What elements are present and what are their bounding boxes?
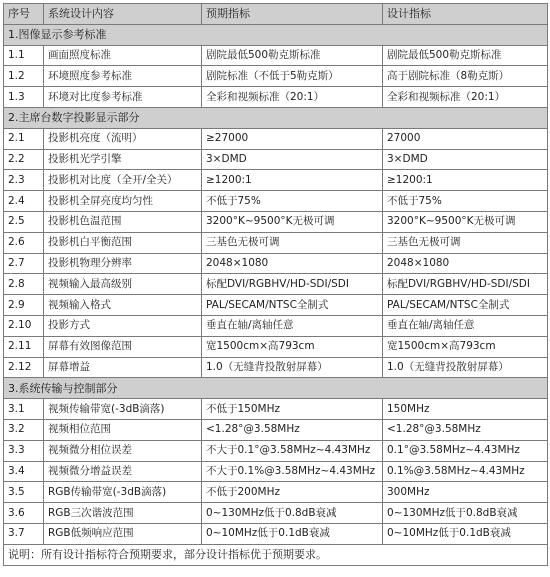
- cell-expected: 三基色无极可调: [202, 232, 383, 253]
- table-row: [4, 149, 548, 170]
- cell-content: 投影机全屏亮度均匀性: [44, 191, 202, 212]
- cell-design: 0~10MHz低于0.1dB衰减: [383, 523, 548, 544]
- table-row: [4, 253, 548, 274]
- section-row: [4, 378, 548, 399]
- table-row: [4, 399, 548, 420]
- cell-expected: 3×DMD: [202, 149, 383, 170]
- cell-no: 2.5: [4, 211, 44, 232]
- cell-expected: ≥1200:1: [202, 170, 383, 191]
- cell-no: 2.2: [4, 149, 44, 170]
- table-row: [4, 357, 548, 378]
- cell-content: 屏幕有效图像范围: [44, 336, 202, 357]
- cell-content: RGB三次谐波范围: [44, 503, 202, 524]
- cell-design: 宽1500cm×高793cm: [383, 336, 548, 357]
- section-title: 3.系统传输与控制部分: [4, 378, 548, 399]
- cell-content: 投影机物理分辨率: [44, 253, 202, 274]
- cell-no: 1.2: [4, 66, 44, 87]
- cell-content: 视频输入格式: [44, 295, 202, 316]
- note-text: 说明：所有设计指标符合预期要求，部分设计指标优于预期要求。: [4, 544, 548, 565]
- cell-design: 1.0（无缝背投散射屏幕）: [383, 357, 548, 378]
- cell-expected: ≥27000: [202, 128, 383, 149]
- cell-expected: 1.0（无缝背投散射屏幕）: [202, 357, 383, 378]
- note-row: [4, 544, 548, 565]
- table-row: [4, 128, 548, 149]
- cell-design: 27000: [383, 128, 548, 149]
- cell-design: 垂直在轴/离轴任意: [383, 315, 548, 336]
- cell-design: 300MHz: [383, 482, 548, 503]
- header-row: [4, 4, 548, 25]
- cell-no: 3.5: [4, 482, 44, 503]
- cell-expected: 宽1500cm×高793cm: [202, 336, 383, 357]
- cell-expected: 2048×1080: [202, 253, 383, 274]
- table-row: [4, 419, 548, 440]
- cell-expected: 不大于0.1%@3.58MHz~4.43MHz: [202, 461, 383, 482]
- cell-design: 标配DVI/RGBHV/HD-SDI/SDI: [383, 274, 548, 295]
- cell-no: 2.10: [4, 315, 44, 336]
- cell-expected: 0~130MHz低于0.8dB衰减: [202, 503, 383, 524]
- header-content: 系统设计内容: [44, 4, 202, 25]
- cell-no: 2.11: [4, 336, 44, 357]
- cell-expected: PAL/SECAM/NTSC全制式: [202, 295, 383, 316]
- cell-content: 视频相位范围: [44, 419, 202, 440]
- table-row: [4, 170, 548, 191]
- cell-no: 3.6: [4, 503, 44, 524]
- cell-no: 2.7: [4, 253, 44, 274]
- cell-expected: 不大于0.1°@3.58MHz~4.43MHz: [202, 440, 383, 461]
- cell-design: PAL/SECAM/NTSC全制式: [383, 295, 548, 316]
- table-row: [4, 191, 548, 212]
- table-row: [4, 482, 548, 503]
- cell-content: RGB低频响应范围: [44, 523, 202, 544]
- cell-design: 2048×1080: [383, 253, 548, 274]
- table-row: [4, 66, 548, 87]
- cell-design: 高于剧院标准（8勒克斯）: [383, 66, 548, 87]
- table-row: [4, 45, 548, 66]
- table-row: [4, 211, 548, 232]
- cell-design: 全彩和视频标准（20:1）: [383, 87, 548, 108]
- table-row: [4, 461, 548, 482]
- cell-expected: 不低于150MHz: [202, 399, 383, 420]
- header-no: 序号: [4, 4, 44, 25]
- table-row: [4, 274, 548, 295]
- cell-content: 视频传输带宽(-3dB滴落): [44, 399, 202, 420]
- cell-expected: 0~10MHz低于0.1dB衰减: [202, 523, 383, 544]
- cell-expected: 剧院最低500勒克斯标准: [202, 45, 383, 66]
- cell-no: 2.3: [4, 170, 44, 191]
- cell-no: 2.12: [4, 357, 44, 378]
- cell-content: 投影机光学引擎: [44, 149, 202, 170]
- cell-content: 投影机色温范围: [44, 211, 202, 232]
- cell-no: 3.2: [4, 419, 44, 440]
- cell-expected: 标配DVI/RGBHV/HD-SDI/SDI: [202, 274, 383, 295]
- cell-design: 3200°K~9500°K无极可调: [383, 211, 548, 232]
- cell-no: 2.4: [4, 191, 44, 212]
- table-row: [4, 87, 548, 108]
- cell-expected: 不低于200MHz: [202, 482, 383, 503]
- table-row: [4, 315, 548, 336]
- cell-expected: 不低于75%: [202, 191, 383, 212]
- cell-no: 3.3: [4, 440, 44, 461]
- cell-no: 2.8: [4, 274, 44, 295]
- cell-content: 屏幕增益: [44, 357, 202, 378]
- table-row: [4, 523, 548, 544]
- cell-content: 环境对比度参考标准: [44, 87, 202, 108]
- cell-content: 视频输入最高级别: [44, 274, 202, 295]
- cell-design: 0~130MHz低于0.8dB衰减: [383, 503, 548, 524]
- cell-content: 投影机对比度（全开/全关）: [44, 170, 202, 191]
- cell-design: 0.1%@3.58MHz~4.43MHz: [383, 461, 548, 482]
- cell-content: 投影机白平衡范围: [44, 232, 202, 253]
- cell-expected: 剧院标准（不低于5勒克斯）: [202, 66, 383, 87]
- cell-no: 1.1: [4, 45, 44, 66]
- cell-no: 3.7: [4, 523, 44, 544]
- cell-design: 3×DMD: [383, 149, 548, 170]
- cell-content: 画面照度标准: [44, 45, 202, 66]
- cell-design: ≥1200:1: [383, 170, 548, 191]
- cell-content: 环境照度参考标准: [44, 66, 202, 87]
- cell-no: 3.4: [4, 461, 44, 482]
- cell-content: 投影机亮度（流明）: [44, 128, 202, 149]
- table-row: [4, 503, 548, 524]
- section-title: 2.主席台数字投影显示部分: [4, 107, 548, 128]
- cell-content: 视频微分相位误差: [44, 440, 202, 461]
- cell-content: 视频微分增益误差: [44, 461, 202, 482]
- cell-design: 剧院最低500勒克斯标准: [383, 45, 548, 66]
- table-row: [4, 440, 548, 461]
- header-expected: 预期指标: [202, 4, 383, 25]
- cell-no: 2.9: [4, 295, 44, 316]
- cell-design: <1.28°@3.58MHz: [383, 419, 548, 440]
- cell-design: 0.1°@3.58MHz~4.43MHz: [383, 440, 548, 461]
- section-row: [4, 107, 548, 128]
- cell-no: 3.1: [4, 399, 44, 420]
- cell-design: 不低于75%: [383, 191, 548, 212]
- cell-content: RGB传输带宽(-3dB滴落): [44, 482, 202, 503]
- section-row: [4, 24, 548, 45]
- spec-table: [3, 3, 548, 566]
- cell-expected: 3200°K~9500°K无极可调: [202, 211, 383, 232]
- table-row: [4, 295, 548, 316]
- cell-no: 2.6: [4, 232, 44, 253]
- table-row: [4, 232, 548, 253]
- cell-design: 三基色无极可调: [383, 232, 548, 253]
- cell-expected: 全彩和视频标准（20:1）: [202, 87, 383, 108]
- table-row: [4, 336, 548, 357]
- cell-no: 1.3: [4, 87, 44, 108]
- cell-expected: 垂直在轴/离轴任意: [202, 315, 383, 336]
- header-design: 设计指标: [383, 4, 548, 25]
- cell-no: 2.1: [4, 128, 44, 149]
- cell-expected: <1.28°@3.58MHz: [202, 419, 383, 440]
- spec-table-body: [4, 4, 548, 566]
- cell-content: 投影方式: [44, 315, 202, 336]
- cell-design: 150MHz: [383, 399, 548, 420]
- section-title: 1.图像显示参考标准: [4, 24, 548, 45]
